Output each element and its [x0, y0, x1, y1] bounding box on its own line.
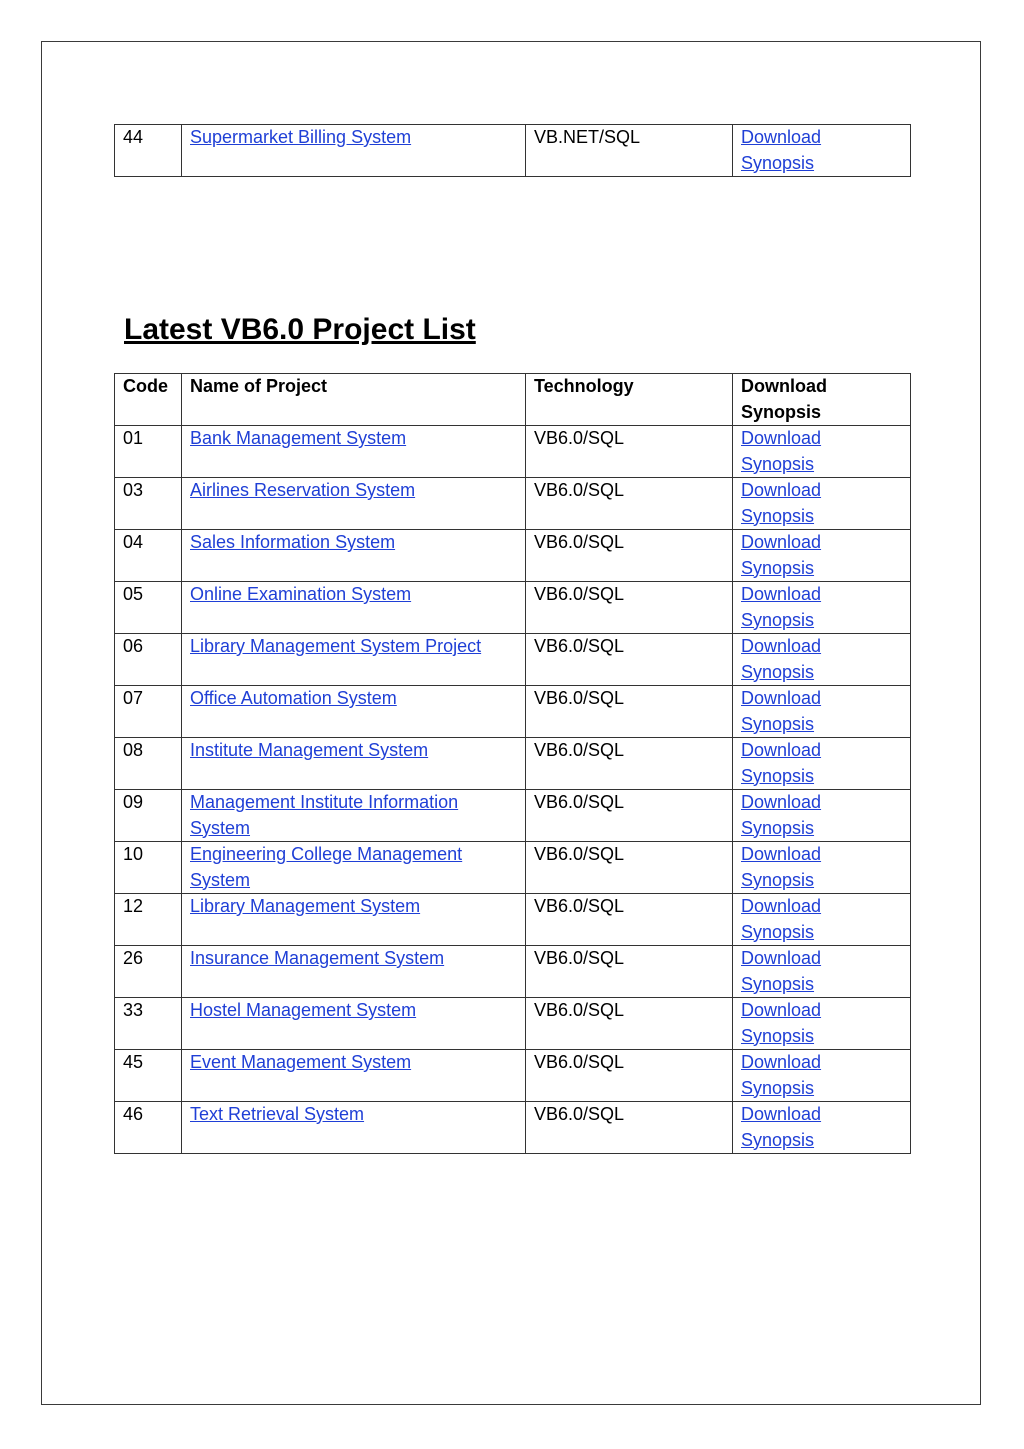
download-cell: [733, 946, 911, 998]
download-synopsis-link[interactable]: [741, 1104, 821, 1150]
project-name-cell: [182, 998, 526, 1050]
project-code: 01: [115, 426, 182, 478]
project-name-link[interactable]: Engineering College Management System: [190, 844, 463, 890]
download-synopsis-link[interactable]: [741, 1000, 821, 1046]
download-cell: [733, 426, 911, 478]
project-code: 10: [115, 842, 182, 894]
project-name-link[interactable]: Office Automation System: [190, 688, 397, 708]
download-cell: [733, 478, 911, 530]
project-code: 26: [115, 946, 182, 998]
download-synopsis-link[interactable]: [741, 428, 821, 474]
project-code: 44: [115, 125, 182, 177]
project-name-link[interactable]: Airlines Reservation System: [190, 480, 416, 500]
synopsis-label: Synopsis: [741, 765, 815, 786]
download-cell: [733, 1050, 911, 1102]
download-label: Download: [741, 896, 822, 916]
project-name-link[interactable]: Insurance Management System: [190, 948, 445, 968]
synopsis-label: Synopsis: [741, 921, 815, 942]
project-technology: VB6.0/SQL: [526, 1050, 733, 1102]
download-label: Download: [741, 1000, 822, 1020]
table-row: [115, 426, 911, 478]
download-cell: [733, 582, 911, 634]
project-name-link[interactable]: Hostel Management System: [190, 1000, 417, 1020]
table-row: [115, 686, 911, 738]
project-technology: VB6.0/SQL: [526, 1102, 733, 1154]
header-code: Code: [115, 374, 182, 426]
project-name-link[interactable]: Sales Information System: [190, 532, 396, 552]
synopsis-label: Synopsis: [741, 713, 815, 734]
table-row: [115, 790, 911, 842]
project-technology: VB6.0/SQL: [526, 634, 733, 686]
table-row: [115, 530, 911, 582]
download-synopsis-link[interactable]: [741, 1052, 821, 1098]
download-synopsis-link[interactable]: [741, 844, 821, 890]
project-name-cell: [182, 894, 526, 946]
table-row: [115, 634, 911, 686]
download-synopsis-link[interactable]: [741, 948, 821, 994]
download-label: Download: [741, 740, 822, 760]
download-label: Download: [741, 532, 822, 552]
project-technology: VB6.0/SQL: [526, 582, 733, 634]
project-technology: VB6.0/SQL: [526, 842, 733, 894]
project-code: 08: [115, 738, 182, 790]
project-name-cell: [182, 946, 526, 998]
download-label: Download: [741, 1104, 822, 1124]
table-row: [115, 1102, 911, 1154]
project-name-link[interactable]: Institute Management System: [190, 740, 429, 760]
synopsis-label: Synopsis: [741, 661, 815, 682]
project-code: 07: [115, 686, 182, 738]
project-name-cell: [182, 582, 526, 634]
project-technology: VB6.0/SQL: [526, 426, 733, 478]
table-row: [115, 894, 911, 946]
synopsis-label: Synopsis: [741, 505, 815, 526]
section-title: Latest VB6.0 Project List: [124, 313, 476, 346]
project-name-link[interactable]: Online Examination System: [190, 584, 412, 604]
download-cell: [733, 634, 911, 686]
project-name-link[interactable]: Library Management System: [190, 896, 421, 916]
download-cell: [733, 842, 911, 894]
download-synopsis-link[interactable]: [741, 480, 821, 526]
download-synopsis-link[interactable]: [741, 636, 821, 682]
header-synopsis-label: Synopsis: [741, 401, 822, 422]
project-code: 03: [115, 478, 182, 530]
download-cell: [733, 125, 911, 177]
project-name-link[interactable]: Supermarket Billing System: [190, 127, 412, 147]
table-row: [115, 738, 911, 790]
download-cell: [733, 1102, 911, 1154]
download-synopsis-link[interactable]: [741, 127, 821, 173]
project-name-cell: [182, 426, 526, 478]
project-technology: VB.NET/SQL: [526, 125, 733, 177]
download-label: Download: [741, 480, 822, 500]
project-name-link[interactable]: Event Management System: [190, 1052, 412, 1072]
download-label: Download: [741, 844, 822, 864]
download-label: Download: [741, 584, 822, 604]
project-technology: VB6.0/SQL: [526, 946, 733, 998]
project-code: 04: [115, 530, 182, 582]
table-row: [115, 842, 911, 894]
project-name-cell: [182, 478, 526, 530]
project-code: 09: [115, 790, 182, 842]
download-synopsis-link[interactable]: [741, 792, 821, 838]
download-label: Download: [741, 688, 822, 708]
project-technology: VB6.0/SQL: [526, 530, 733, 582]
header-download: [733, 374, 911, 426]
project-technology: VB6.0/SQL: [526, 738, 733, 790]
project-code: 46: [115, 1102, 182, 1154]
project-name-cell: [182, 738, 526, 790]
project-name-cell: [182, 125, 526, 177]
download-cell: [733, 998, 911, 1050]
download-cell: [733, 790, 911, 842]
download-label: Download: [741, 1052, 822, 1072]
download-synopsis-link[interactable]: [741, 532, 821, 578]
project-code: 45: [115, 1050, 182, 1102]
project-code: 06: [115, 634, 182, 686]
project-code: 33: [115, 998, 182, 1050]
project-name-link[interactable]: Management Institute Information System: [190, 792, 459, 838]
download-cell: [733, 686, 911, 738]
header-technology: Technology: [526, 374, 733, 426]
synopsis-label: Synopsis: [741, 1025, 815, 1046]
table-header-row: [115, 374, 911, 426]
download-cell: [733, 738, 911, 790]
project-name-cell: [182, 790, 526, 842]
header-download-label: Download: [741, 376, 827, 396]
project-code: 12: [115, 894, 182, 946]
download-label: Download: [741, 428, 822, 448]
download-synopsis-link[interactable]: [741, 688, 821, 734]
synopsis-label: Synopsis: [741, 817, 815, 838]
synopsis-label: Synopsis: [741, 1077, 815, 1098]
project-code: 05: [115, 582, 182, 634]
synopsis-label: Synopsis: [741, 973, 815, 994]
download-synopsis-link[interactable]: [741, 740, 821, 786]
download-label: Download: [741, 636, 822, 656]
project-name-link[interactable]: Bank Management System: [190, 428, 407, 448]
download-cell: [733, 530, 911, 582]
project-name-link[interactable]: Library Management System Project: [190, 636, 482, 656]
vb6-project-table: [114, 373, 911, 1154]
table-row: [115, 946, 911, 998]
table-row: [115, 478, 911, 530]
download-label: Download: [741, 948, 822, 968]
synopsis-label: Synopsis: [741, 453, 815, 474]
synopsis-label: Synopsis: [741, 152, 815, 173]
project-name-cell: [182, 1102, 526, 1154]
table-row: [115, 125, 911, 177]
project-name-cell: [182, 1050, 526, 1102]
table-row: [115, 1050, 911, 1102]
project-technology: VB6.0/SQL: [526, 478, 733, 530]
synopsis-label: Synopsis: [741, 557, 815, 578]
header-name: Name of Project: [182, 374, 526, 426]
synopsis-label: Synopsis: [741, 869, 815, 890]
download-synopsis-link[interactable]: [741, 896, 821, 942]
project-technology: VB6.0/SQL: [526, 998, 733, 1050]
synopsis-label: Synopsis: [741, 609, 815, 630]
top-project-table: [114, 124, 911, 177]
download-cell: [733, 894, 911, 946]
project-name-cell: [182, 634, 526, 686]
synopsis-label: Synopsis: [741, 1129, 815, 1150]
project-name-link[interactable]: Text Retrieval System: [190, 1104, 365, 1124]
download-label: Download: [741, 127, 822, 147]
project-name-cell: [182, 530, 526, 582]
project-technology: VB6.0/SQL: [526, 790, 733, 842]
project-technology: VB6.0/SQL: [526, 686, 733, 738]
project-technology: VB6.0/SQL: [526, 894, 733, 946]
project-name-cell: [182, 686, 526, 738]
project-name-cell: [182, 842, 526, 894]
download-label: Download: [741, 792, 822, 812]
table-row: [115, 998, 911, 1050]
download-synopsis-link[interactable]: [741, 584, 821, 630]
table-row: [115, 582, 911, 634]
